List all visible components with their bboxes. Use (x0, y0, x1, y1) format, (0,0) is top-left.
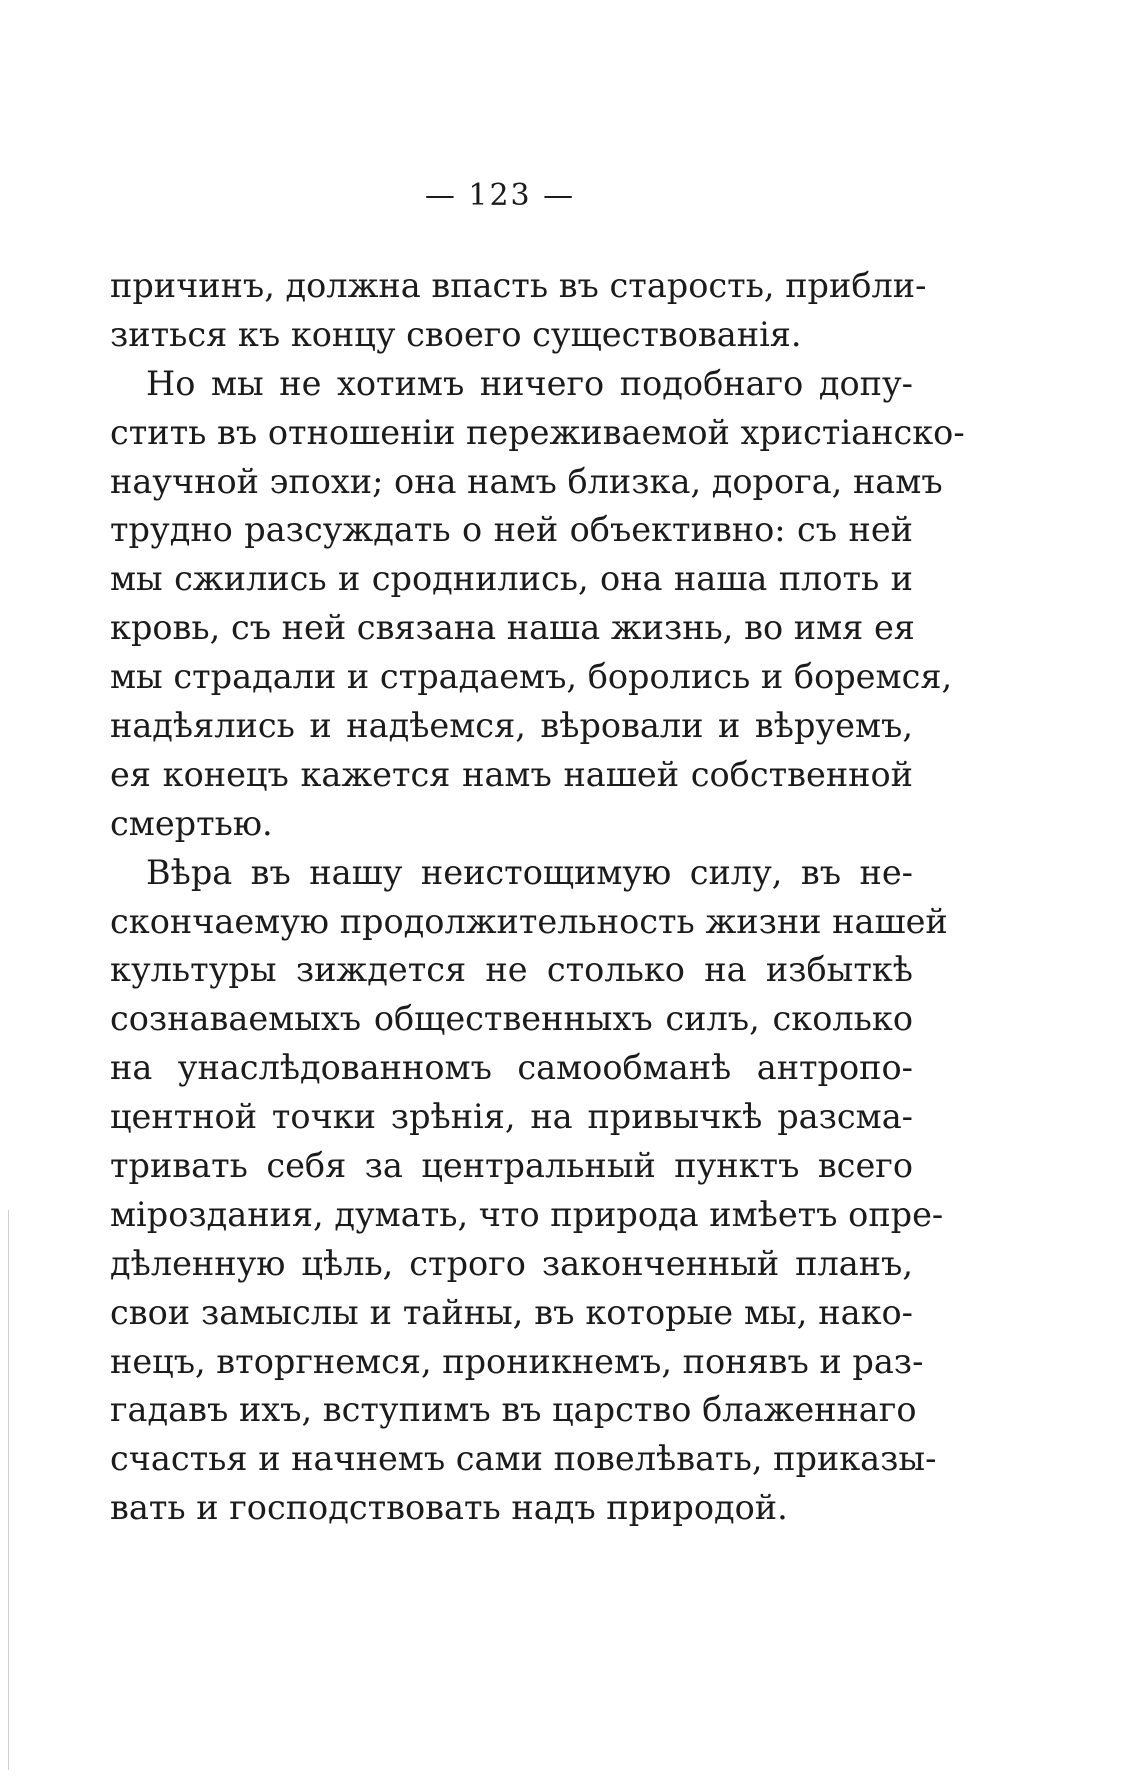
text-line: міроздания, думать, что природа имѣетъ опре- (110, 1194, 944, 1234)
text-line: зиться къ концу своего существованія. (110, 314, 802, 354)
body-text (110, 262, 965, 1533)
text-line: счастья и начнемъ сами повелѣвать, приказы- (110, 1439, 937, 1479)
text-line: ея конецъ кажется намъ нашей собственной (110, 754, 913, 794)
text-line: тривать себя за центральный пунктъ всего (110, 1146, 913, 1186)
text-line: мы страдали и страдаемъ, боролись и боремся, (110, 657, 953, 697)
text-line: нецъ, вторгнемся, проникнемъ, понявъ и раз- (110, 1341, 924, 1381)
text-line: на унаслѣдованномъ самообманѣ антропо- (110, 1048, 913, 1088)
text-line: кровь, съ ней связана наша жизнь, во имя ея (110, 608, 915, 648)
text-line: центной точки зрѣнія, на привычкѣ разсма- (110, 1097, 913, 1137)
text-line: смертью. (110, 803, 273, 843)
text-line: научной эпохи; она намъ близка, дорога, намъ (110, 461, 943, 501)
page-number: — 123 — (424, 178, 576, 213)
text-line: надѣялись и надѣемся, вѣровали и вѣруемъ, (110, 706, 913, 746)
text-line: Но мы не хотимъ ничего подобнаго допу- (146, 363, 913, 403)
text-line: вать и господствовать надъ природой. (110, 1488, 788, 1528)
text-line: культуры зиждется не столько на избыткѣ (110, 950, 913, 990)
text-line: сознаваемыхъ общественныхъ силъ, сколько (110, 999, 913, 1039)
text-line: стить въ отношеніи переживаемой христіанско- (110, 412, 965, 452)
text-line: гадавъ ихъ, вступимъ въ царство блаженнаго (110, 1390, 917, 1430)
text-line: свои замыслы и тайны, въ которые мы, нако- (110, 1292, 913, 1332)
text-line: мы сжились и сроднились, она наша плоть и (110, 559, 913, 599)
text-line: скончаемую продолжительность жизни нашей (110, 901, 948, 941)
text-line: Вѣра въ нашу неистощимую силу, въ не- (146, 852, 913, 892)
text-line: трудно разсуждать о ней объективно: съ ней (110, 510, 913, 550)
text-line: дѣленную цѣль, строго законченный планъ, (110, 1243, 913, 1283)
text-line: причинъ, должна впасть въ старость, прибли- (110, 266, 927, 305)
page-edge-shadow (8, 1210, 9, 1770)
